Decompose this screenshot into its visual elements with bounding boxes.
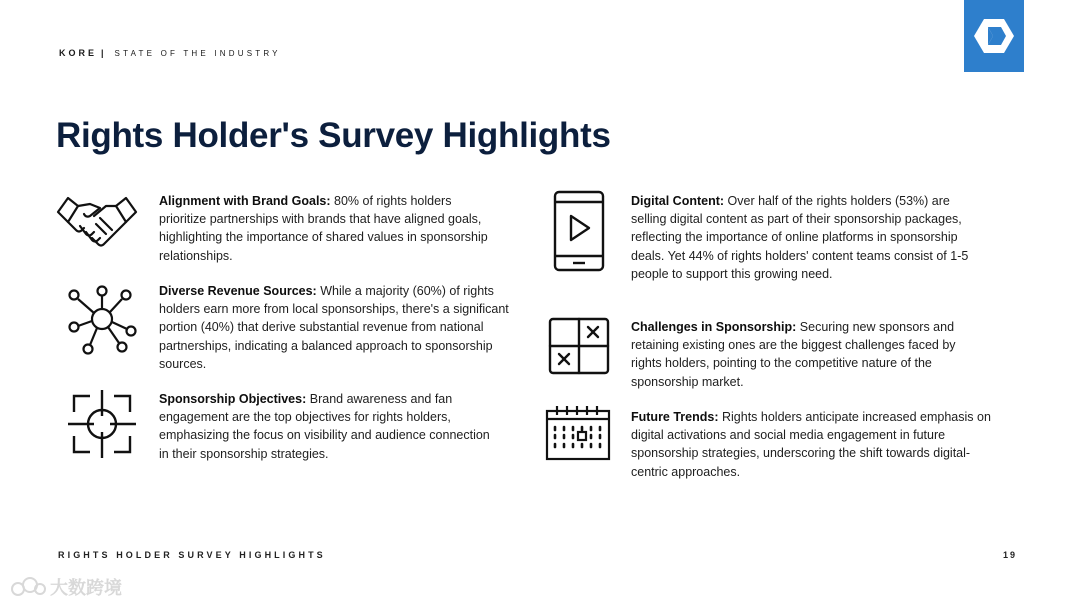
item-body: Rights holders anticipate increased emphasis on digital activations and social media engagement in future sponsorship strategies, underscoring the shift towards digital-centric approaches. [631, 410, 991, 479]
item-body: Securing new sponsors and retaining existing ones are the biggest challenges faced by rights holders, pointing to the competitive nature of the sponsorship market. [631, 320, 956, 389]
item-heading: Digital Content: [631, 194, 725, 208]
page-title: Rights Holder's Survey Highlights [56, 116, 611, 155]
brand-name: KORE [59, 48, 98, 58]
item-body: 80% of rights holders prioritize partnerships with brands that have aligned goals, highlighting the importance of shared values in sponsorship relationships. [159, 194, 488, 263]
item-objectives [159, 390, 495, 463]
kore-logo [964, 0, 1024, 72]
item-digital-content [631, 192, 987, 283]
hexagon-arrow-icon [973, 17, 1015, 55]
calendar-icon [545, 405, 611, 461]
item-alignment [159, 192, 495, 265]
handshake-icon [56, 194, 138, 250]
item-heading: Challenges in Sponsorship: [631, 320, 797, 334]
item-body: Brand awareness and fan engagement are the top objectives for rights holders, emphasizing the focus on visibility and audience connection in their sponsorship strategies. [159, 392, 490, 461]
item-challenges [631, 318, 987, 391]
footer-section-label: RIGHTS HOLDER SURVEY HIGHLIGHTS [58, 550, 326, 560]
item-heading: Future Trends: [631, 410, 719, 424]
item-revenue [159, 282, 509, 373]
network-hub-icon [66, 285, 138, 355]
brand-separator: | [101, 48, 107, 58]
mobile-video-icon [553, 190, 605, 272]
target-crosshair-icon [68, 390, 136, 458]
watermark-text: 大数跨境 [50, 578, 122, 598]
item-body: While a majority (60%) of rights holders earn more from local sponsorships, there's a significant portion (40%) that derive substantial revenue from national partnerships, indicating a balanced approach to sponsorship sources. [159, 284, 509, 371]
item-future-trends [631, 408, 991, 481]
watermark-logo-icon [10, 575, 46, 599]
item-heading: Diverse Revenue Sources: [159, 284, 317, 298]
brand-header [59, 48, 281, 58]
watermark [10, 574, 122, 600]
item-heading: Alignment with Brand Goals: [159, 194, 331, 208]
tic-tac-toe-icon [548, 317, 610, 375]
item-body: Over half of the rights holders (53%) are selling digital content as part of their sponsorship packages, reflecting the importance of online platforms in sponsorship deals. Yet 44% of rights holders' content teams consist of 1-5 people to support this growing need. [631, 194, 969, 281]
page-number: 19 [1003, 550, 1018, 560]
item-heading: Sponsorship Objectives: [159, 392, 307, 406]
brand-subtitle: STATE OF THE INDUSTRY [114, 48, 281, 58]
